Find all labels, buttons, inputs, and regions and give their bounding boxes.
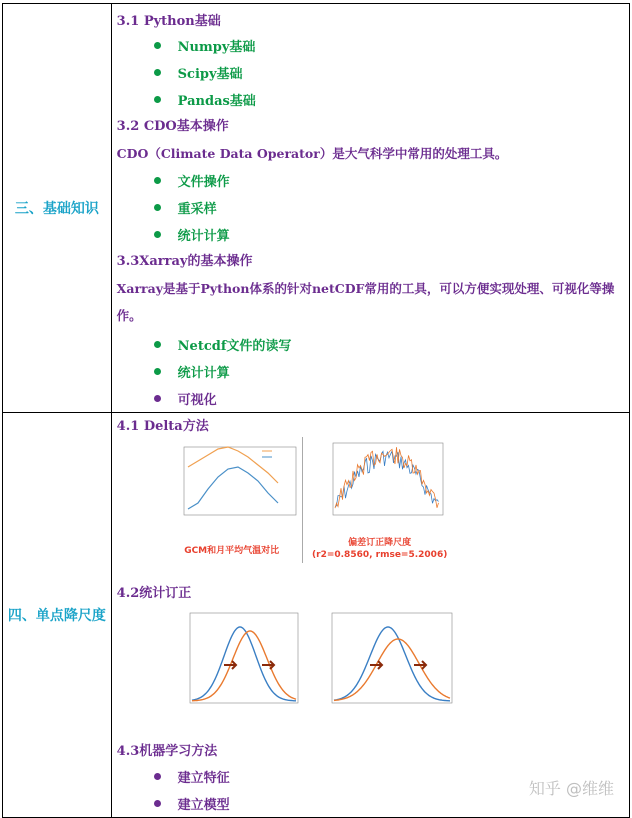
list-item: 可视化 — [154, 385, 629, 412]
bullet-icon — [154, 395, 161, 402]
distribution-plot-left — [178, 609, 302, 713]
heading-3-1: 3.1 Python基础 — [116, 14, 221, 29]
gcm-line-plot — [162, 437, 302, 535]
list-item: 重采样 — [154, 194, 629, 221]
bullet-icon — [154, 177, 161, 184]
bullet-icon — [154, 773, 161, 780]
heading-4-2: 4.2统计订正 — [116, 586, 192, 601]
list-item: 文件操作 — [154, 167, 629, 194]
section4-content — [111, 413, 629, 818]
gcm-comparison-figure — [162, 437, 303, 563]
bullet-icon — [154, 96, 161, 103]
bias-correction-figure — [303, 437, 451, 563]
figure-caption: GCM和月平均气温对比 — [184, 546, 280, 556]
bullet-icon — [154, 69, 161, 76]
heading-3-2: 3.2 CDO基本操作 — [116, 119, 229, 134]
heading-4-3: 4.3机器学习方法 — [116, 744, 218, 759]
watermark: 知乎 @维维 — [528, 779, 614, 798]
list-item: 统计计算 — [154, 221, 629, 248]
list-item: Pandas基础 — [154, 86, 629, 113]
bullet-icon — [154, 42, 161, 49]
section3-content — [111, 4, 629, 413]
figure-caption: 偏差订正降尺度 — [348, 538, 412, 548]
bullet-icon — [154, 204, 161, 211]
list-item: 建立模型 — [154, 790, 629, 817]
outline-table — [2, 3, 630, 818]
list-item: Netcdf文件的读写 — [154, 331, 629, 358]
bias-correction-plot — [309, 437, 449, 531]
heading-3-3: 3.3Xarray的基本操作 — [116, 254, 253, 269]
bullet-icon — [154, 368, 161, 375]
list-item: Scipy基础 — [154, 59, 629, 86]
bullet-icon — [154, 231, 161, 238]
list-item: 统计计算 — [154, 358, 629, 385]
figure-stats: (r2=0.8560, rmse=5.2006) — [312, 550, 448, 560]
heading-4-1: 4.1 Delta方法 — [116, 419, 209, 434]
distribution-figures — [178, 609, 629, 713]
section4-label: 四、单点降尺度 — [3, 413, 112, 818]
distribution-plot-right — [318, 609, 458, 713]
list-item: Numpy基础 — [154, 32, 629, 59]
paragraph-cdo: CDO（Climate Data Operator）是大气科学中常用的处理工具。 — [116, 146, 508, 161]
bullet-icon — [154, 341, 161, 348]
list-item: 建立特征 — [154, 763, 629, 790]
delta-figures — [162, 437, 629, 565]
bullet-icon — [154, 800, 161, 807]
paragraph-xarray: Xarray是基于Python体系的针对netCDF常用的工具，可以方便实现处理、可视化等操作。 — [116, 281, 615, 323]
section3-label: 三、基础知识 — [3, 4, 112, 413]
